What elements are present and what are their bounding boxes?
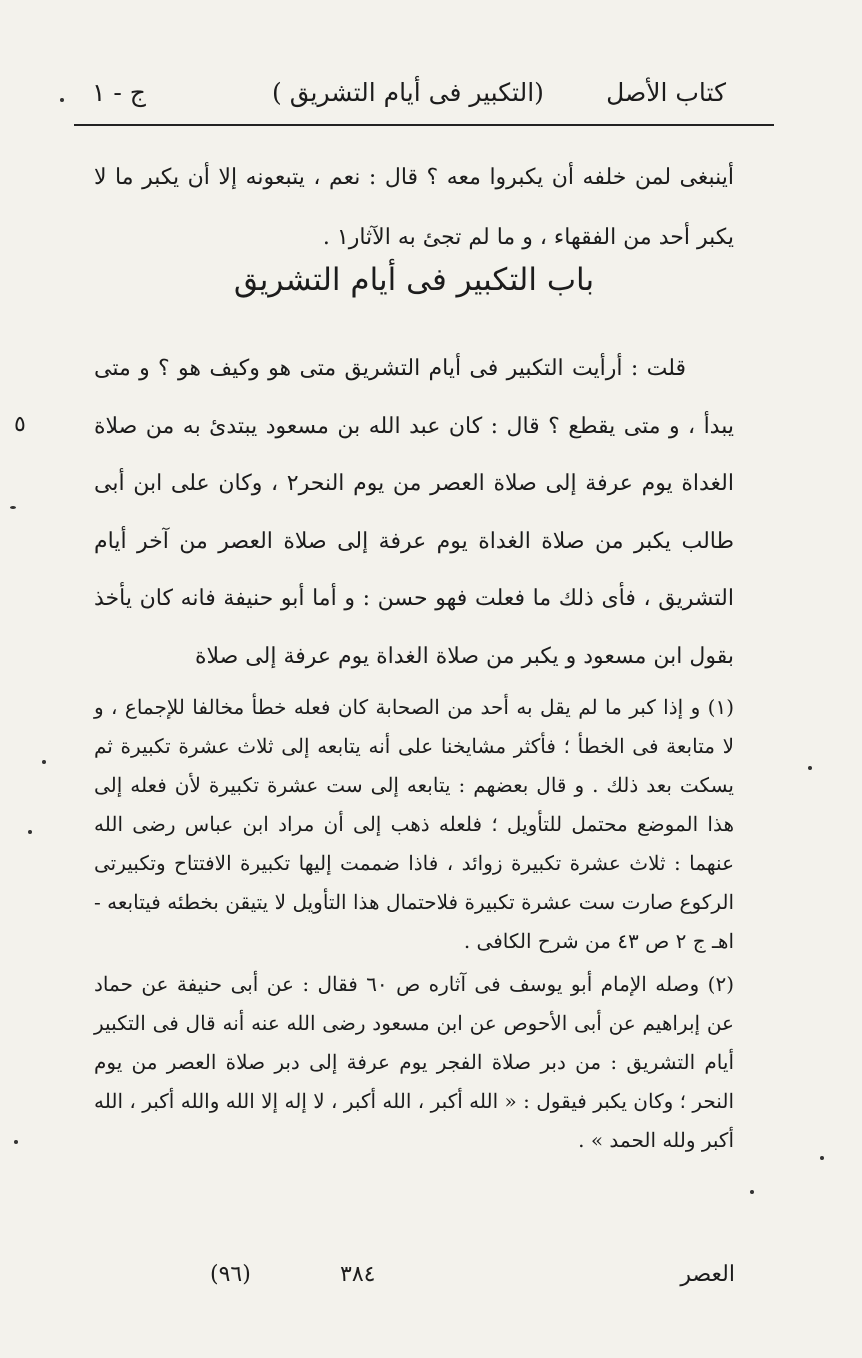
running-head-volume: ج - ١	[92, 78, 146, 107]
line-number: ٥	[14, 412, 26, 437]
signature-number: (٩٦)	[210, 1262, 251, 1287]
main-text: قلت : أرأيت التكبير فى أيام التشريق متى هو وكيف هو ؟ و متى يبدأ ، و متى يقطع ؟ قال : كان عبد الله بن مسعود يبتدئ به من صلاة الغداة يوم عرفة إلى صلاة العصر من يوم النحر٢ ، وكان على ابن أبى طالب يكبر من صلاة الغداة يوم عرفة إلى صلاة العصر من آخر أيام التشريق ، فأى ذلك ما فعلت فهو حسن : و أما أبو حنيفة فانه كان يأخذ بقول ابن مسعود و يكبر من صلاة الغداة يوم عرفة إلى صلاة	[94, 356, 734, 669]
page-number: ٣٨٤	[340, 1262, 376, 1287]
section-title: باب التكبير فى أيام التشريق	[233, 262, 595, 298]
scan-speck	[10, 506, 16, 509]
scan-speck	[750, 1190, 754, 1194]
main-paragraph	[94, 340, 734, 686]
scan-speck	[42, 760, 46, 764]
continuation-paragraph	[94, 148, 734, 268]
scan-speck	[28, 830, 32, 834]
scan-speck	[14, 1140, 18, 1144]
scan-speck	[820, 1156, 824, 1160]
footnote-1: (١) و إذا كبر ما لم يقل به أحد من الصحابة كان فعله خطأ مخالفا للإجماع ، و لا متابعة فى الخطأ ؛ فأكثر مشايخنا على أنه يتابعه إلى ثلاث عشرة تكبيرة ثم يسكت بعد ذلك . و قال بعضهم : يتابعه إلى ست عشرة تكبيرة لأن فعله إلى هذا الموضع محتمل للتأويل ؛ فلعله ذهب إلى أن مراد ابن عباس رضى الله عنهما : ثلاث عشرة تكبيرة زوائد ، فاذا ضممت إليها تكبيرة الافتتاح وتكبيرتى الركوع صارت ست عشرة تكبيرة فلاحتمال هذا التأويل لا يتيقن بخطئه فيتابعه - اهـ ج ٢ ص ٤٣ من شرح الكافى .	[94, 695, 734, 953]
continuation-text: أينبغى لمن خلفه أن يكبروا معه ؟ قال : نعم ، يتبعونه إلا أن يكبر ما لا يكبر أحد من الفقهاء ، و ما لم تجئ به الآثار١ .	[94, 165, 734, 250]
header-rule	[74, 124, 774, 126]
catchword: العصر	[680, 1262, 735, 1287]
scan-speck	[808, 766, 812, 770]
footnote-2: (٢) وصله الإمام أبو يوسف فى آثاره ص ٦٠ فقال : عن أبى حنيفة عن حماد عن إبراهيم عن أبى الأحوص عن ابن مسعود رضى الله عنه أنه قال فى التكبير أيام التشريق : من دبر صلاة الفجر يوم عرفة إلى دبر صلاة العصر من يوم النحر ؛ وكان يكبر فيقول : « الله أكبر ، الله أكبر ، لا إله إلا الله والله أكبر ، الله أكبر ولله الحمد » .	[94, 972, 734, 1152]
footnotes	[94, 688, 734, 1164]
running-head-book-title: كتاب الأصل	[606, 78, 726, 107]
running-head-chapter-title: ( التكبير فى أيام التشريق)	[272, 78, 544, 107]
scan-speck	[60, 98, 64, 102]
